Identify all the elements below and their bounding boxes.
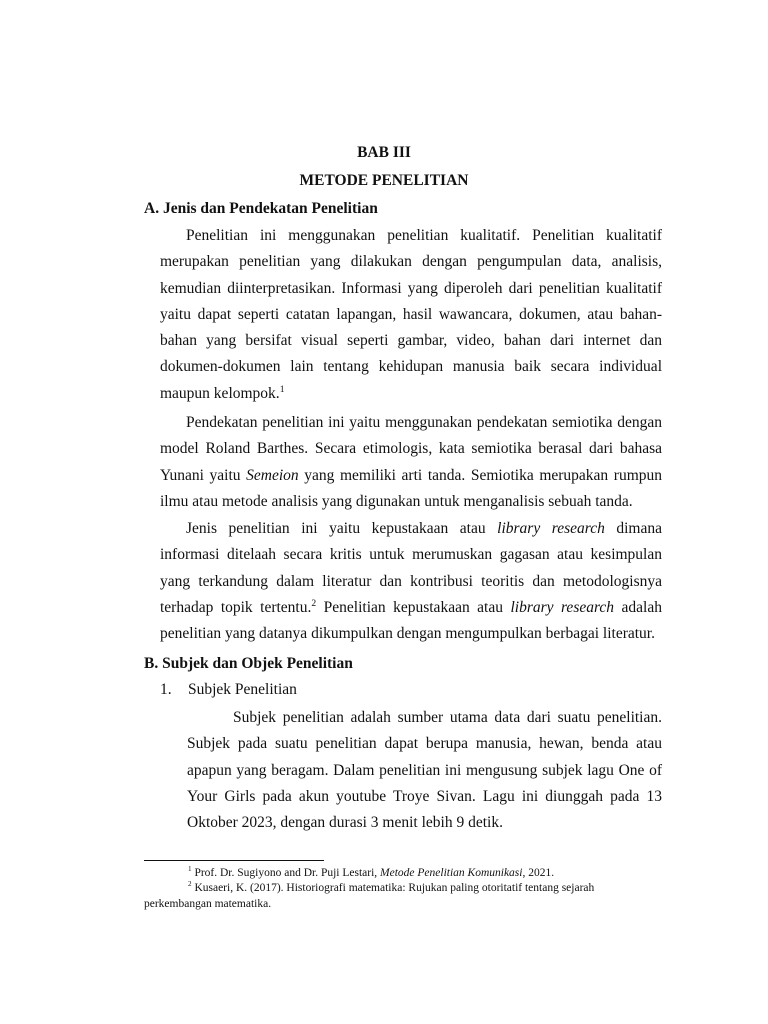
chapter-title: METODE PENELITIAN [299,172,469,189]
footnote-text: , 2021. [522,867,555,879]
section-b-heading: B. Subjek dan Objek Penelitian [144,655,353,672]
section-a-paragraph-1 [160,223,662,407]
footnote-number: 2 [188,880,192,889]
paragraph-text: yang memiliki arti tanda. Semiotika merupakan rumpun ilmu atau metode analisis yang digunakan untuk menganalisis sebuah tanda. [160,466,663,510]
footnote-italic-title: Metode Penelitian Komunikasi [380,867,523,879]
footnote-1 [144,866,664,882]
italic-term: library research [510,598,615,616]
list-number: 1. [160,681,172,698]
section-a-heading: A. Jenis dan Pendekatan Penelitian [144,200,378,217]
footnote-ref-2: 2 [311,597,317,609]
footnote-divider [144,860,324,861]
list-item [160,681,297,699]
paragraph-text: Jenis penelitian ini yaitu kepustakaan atau [186,520,498,537]
paragraph-text: Penelitian ini menggunakan penelitian kualitatif. Penelitian kualitatif merupakan penelitian yang dilakukan dengan pengumpulan data, analisis, kemudian diinterpretasikan. Informasi yang diperoleh dari penelitian kualitatif yaitu dapat seperti catatan lapangan, hasil wawancara, dokumen, atau bahan-bahan yang bersifat visual seperti gambar, video, bahan dari internet dan dokumen-dokumen lain tentang kehidupan manusia baik secara individual maupun kelompok. [160,227,662,402]
paragraph-text: dimana informasi ditelaah secara kritis untuk merumuskan gagasan atau kesimpulan yang terkandung dalam literatur dan kontribusi teoritis dan metodologisnya terhadap topik tertentu. [160,520,662,616]
italic-term: Semeion [246,466,299,484]
paragraph-text: Penelitian kepustakaan atau [316,598,511,616]
section-a-paragraph-3 [160,516,662,647]
italic-term: library research [497,520,605,537]
paragraph-text: Pendekatan penelitian ini yaitu menggunakan pendekatan semiotika dengan model Roland Barthes. Secara etimologis, kata semiotika berasal dari bahasa Yunani yaitu [160,414,662,484]
footnote-number: 1 [188,865,192,874]
footnote-text: Kusaeri, K. (2017). Historiografi matematika: Rujukan paling otoritatif tentang sejarah perkembangan matematika. [144,882,595,910]
section-a-paragraph-2 [160,410,662,515]
chapter-number: BAB III [357,144,411,161]
footnote-text: Prof. Dr. Sugiyono and Dr. Puji Lestari, [191,867,381,879]
footnote-ref-1: 1 [279,383,285,395]
list-item-label: Subjek Penelitian [188,681,297,698]
footnote-2 [144,881,664,912]
paragraph-text: adalah penelitian yang datanya dikumpulkan dengan mengumpulkan berbagai literatur. [160,598,662,643]
subject-paragraph: Subjek penelitian adalah sumber utama data dari suatu penelitian. Subjek pada suatu penelitian dapat berupa manusia, hewan, benda atau apapun yang beragam. Dalam penelitian ini mengusung subjek lagu One of Your Girls pada akun youtube Troye Sivan. Lagu ini diunggah pada 13 Oktober 2023, dengan durasi 3 menit lebih 9 detik. [187,709,662,832]
